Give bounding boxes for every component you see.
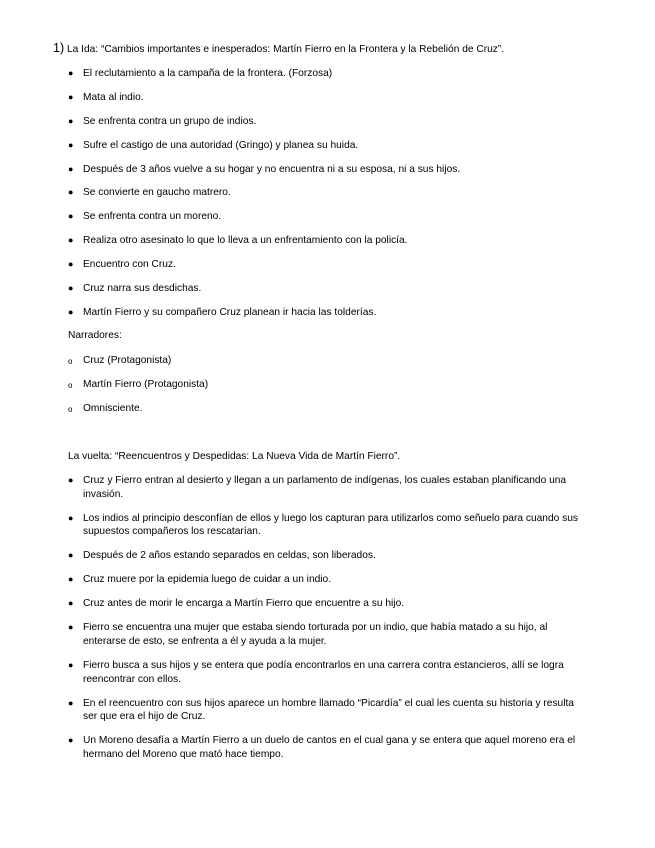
- list-item-text: Encuentro con Cruz.: [83, 259, 176, 271]
- event-list-item: [68, 512, 608, 539]
- list-item-text: ser que era el hijo de Cruz.: [83, 711, 206, 723]
- part1-number: 1): [53, 41, 65, 55]
- list-item-text: Martín Fierro (Protagonista): [83, 378, 209, 390]
- list-item-text: Se enfrenta contra un moreno.: [83, 211, 222, 223]
- list-item-text: Después de 3 años vuelve a su hogar y no encuentra ni a su esposa, ni a sus hijos.: [83, 163, 461, 175]
- bullet-icon: ●: [68, 550, 74, 561]
- list-item-text: Fierro se encuentra una mujer que estaba siendo torturada por un indio, que había matado a su hijo, al: [83, 622, 548, 634]
- list-item-text: Cruz y Fierro entran al desierto y llegan a un parlamento de indígenas, los cuales estaban planificando una: [83, 475, 567, 486]
- list-item-text: Cruz narra sus desdichas.: [83, 283, 202, 295]
- bullet-icon: ●: [68, 187, 74, 198]
- part1-title: La Ida: “Cambios importantes e inesperados: Martín Fierro en la Frontera y la Rebelión de Cruz”.: [64, 44, 505, 55]
- list-item-text: Se enfrenta contra un grupo de indios.: [83, 115, 257, 127]
- list-item-text: Fierro busca a sus hijos y se entera que podía encontrarlos en una carrera contra estancieros, allí se logra: [83, 660, 564, 672]
- hollow-bullet-icon: o: [68, 380, 73, 390]
- narrator-list-item: [68, 354, 608, 368]
- list-item-text: hermano del Moreno que mató hace tiempo.: [83, 748, 284, 760]
- event-list-item: [68, 115, 608, 129]
- list-item-text: En el reencuentro con sus hijos aparece un hombre llamado “Picardía” el cual les cuenta su historia y resulta: [83, 697, 574, 709]
- event-list-item: [68, 186, 608, 200]
- event-list-item: [68, 549, 608, 563]
- bullet-icon: ●: [68, 68, 74, 78]
- bullet-icon: ●: [68, 598, 74, 609]
- list-item-text: Cruz muere por la epidemia luego de cuidar a un indio.: [83, 574, 332, 586]
- bullet-icon: ●: [68, 211, 74, 222]
- event-list-item: [68, 163, 608, 177]
- list-item-text: Los indios al principio desconfían de ellos y luego los capturan para utilizarlos como señuelo para cuando sus: [83, 512, 578, 524]
- list-item-text: reencontrar con ellos.: [83, 673, 181, 685]
- event-list-item: [68, 91, 608, 105]
- hollow-bullet-icon: o: [68, 404, 73, 414]
- list-item-text: Cruz antes de morir le encarga a Martín Fierro que encuentre a su hijo.: [83, 598, 405, 610]
- bullet-icon: ●: [68, 259, 74, 270]
- bullet-icon: ●: [68, 283, 74, 294]
- list-item-text: Mata al indio.: [83, 91, 144, 103]
- bullet-icon: ●: [68, 574, 74, 585]
- bullet-icon: ●: [68, 622, 74, 633]
- list-item-text: Realiza otro asesinato lo que lo lleva a un enfrentamiento con la policía.: [83, 235, 408, 247]
- list-item-text: El reclutamiento a la campaña de la frontera. (Forzosa): [83, 68, 333, 79]
- part2-heading: La vuelta: “Reencuentros y Despedidas: La Nueva Vida de Martín Fierro”.: [68, 451, 401, 462]
- narrators-list: [68, 354, 608, 426]
- narrator-list-item: [68, 378, 608, 392]
- bullet-icon: ●: [68, 306, 74, 317]
- event-list-item: [68, 210, 608, 224]
- list-item-text: invasión.: [83, 488, 124, 500]
- bullet-icon: ●: [68, 91, 74, 102]
- event-list-item: [68, 597, 608, 611]
- bullet-icon: ●: [68, 115, 74, 126]
- list-item-text: Omnisciente.: [83, 402, 143, 414]
- event-list-item: [68, 139, 608, 153]
- bullet-icon: ●: [68, 163, 74, 174]
- part1-event-list: [68, 67, 608, 330]
- event-list-item: [68, 474, 608, 501]
- hollow-bullet-icon: o: [68, 357, 73, 366]
- event-list-item: [68, 734, 608, 761]
- part2-event-list: [68, 474, 608, 772]
- narrator-list-item: [68, 402, 608, 416]
- event-list-item: [68, 234, 608, 248]
- list-item-text: Sufre el castigo de una autoridad (Gringo) y planea su huida.: [83, 139, 359, 151]
- bullet-icon: ●: [68, 697, 74, 708]
- list-item-text: Un Moreno desafía a Martín Fierro a un duelo de cantos en el cual gana y se entera que aquel moreno era el: [83, 735, 576, 747]
- part1-heading: [53, 41, 643, 55]
- list-item-text: Después de 2 años estando separados en celdas, son liberados.: [83, 550, 376, 562]
- event-list-item: [68, 258, 608, 272]
- event-list-item: [68, 621, 608, 648]
- bullet-icon: ●: [68, 512, 74, 523]
- list-item-text: supuestos compañeros los rescatarían.: [83, 526, 261, 538]
- list-item-text: Se convierte en gaucho matrero.: [83, 187, 231, 199]
- event-list-item: [68, 659, 608, 686]
- event-list-item: [68, 306, 608, 320]
- bullet-icon: ●: [68, 139, 74, 150]
- event-list-item: [68, 573, 608, 587]
- event-list-item: [68, 67, 608, 81]
- list-item-text: Martín Fierro y su compañero Cruz planean ir hacia las tolderías.: [83, 306, 377, 318]
- narrators-label: Narradores:: [68, 330, 122, 341]
- bullet-icon: ●: [68, 475, 74, 485]
- list-item-text: Cruz (Protagonista): [83, 355, 172, 366]
- event-list-item: [68, 697, 608, 724]
- list-item-text: enterarse de esto, se enfrenta a él y ayuda a la mujer.: [83, 635, 327, 647]
- bullet-icon: ●: [68, 235, 74, 246]
- bullet-icon: ●: [68, 735, 74, 746]
- event-list-item: [68, 282, 608, 296]
- bullet-icon: ●: [68, 660, 74, 671]
